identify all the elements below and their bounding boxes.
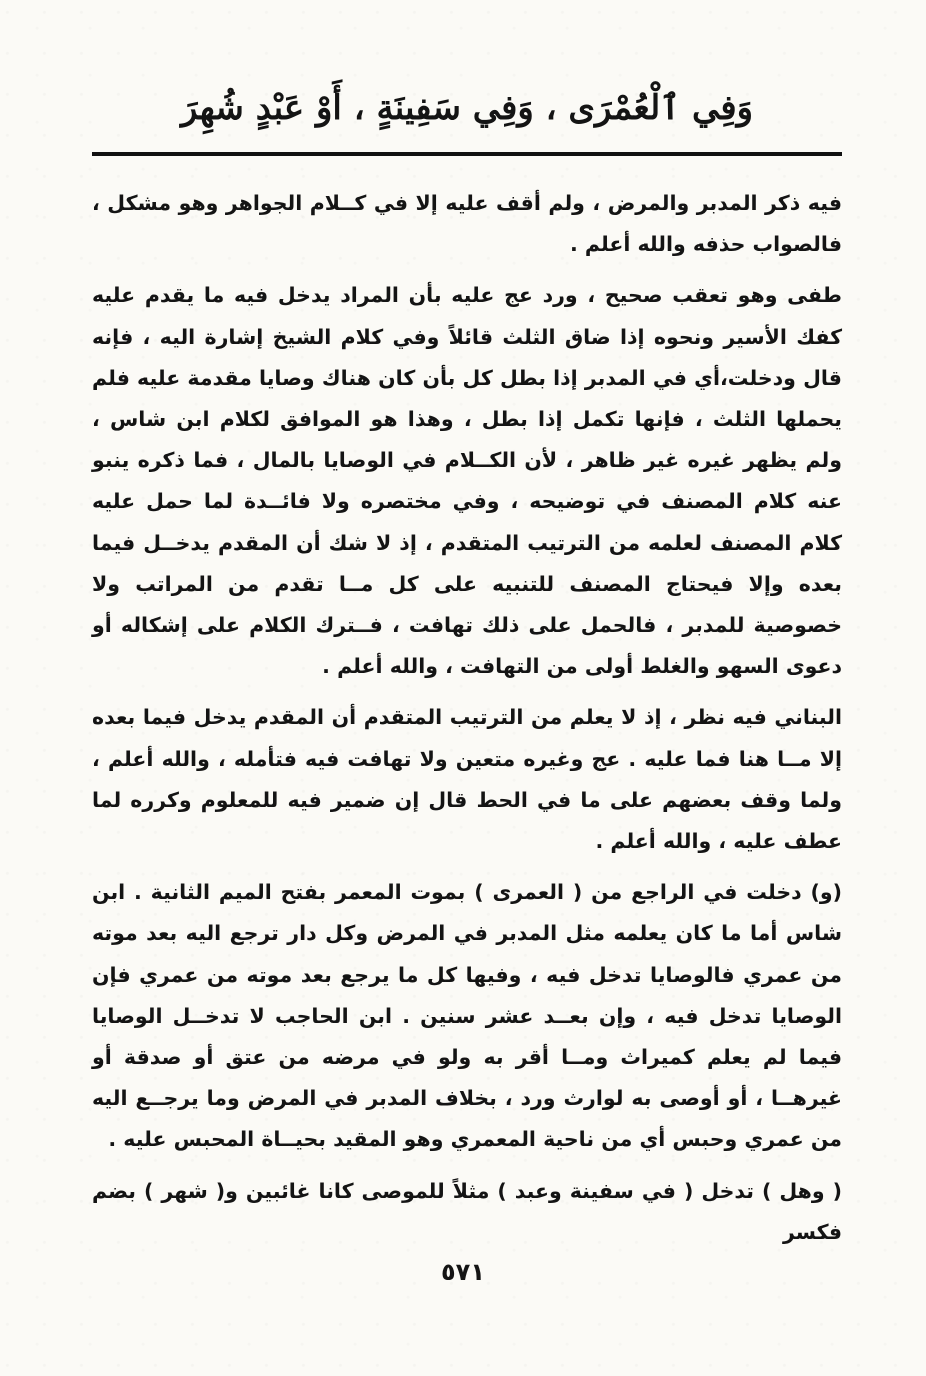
page-body xyxy=(92,183,842,1253)
paragraph-2: طفى وهو تعقب صحيح ، ورد عج عليه بأن المراد يدخل فيه ما يقدم عليه كفك الأسير ونحوه إذا ضاق الثلث قائلاً وفي كلام الشيخ إشارة اليه ، فإنه قال ودخلت،أي في المدبر إذا بطل كل بأن كان هناك وصايا مقدمة عليه فلم يحملها الثلث ، فإنها تكمل إذا بطل ، وهذا هو الموافق لكلام ابن شاس ، ولم يظهر غيره غير ظاهر ، لأن الكــلام في الوصايا بالمال ، فما ذكره ينبو عنه كلام المصنف في توضيحه ، وفي مختصره ولا فائــدة لما حمل عليه كلام المصنف لعلمه من الترتيب المتقدم ، إذ لا شك أن المقدم يدخــل فيما بعده وإلا فيحتاج المصنف للتنبيه على كل مــا تقدم من المراتب ولا خصوصية للمدبر ، فالحمل على ذلك تهافت ، فــترك الكلام على إشكاله أو دعوى السهو والغلط أولى من التهافت ، والله أعلم . xyxy=(92,283,842,679)
page-number: ٥٧١ xyxy=(441,1258,485,1286)
header-rule xyxy=(92,152,842,156)
paragraph-1: فيه ذكر المدبر والمرض ، ولم أقف عليه إلا في كــلام الجواهر وهو مشكل ، فالصواب حذفه والله أعلم . xyxy=(92,191,842,257)
paragraph-5: ( وهل ) تدخل ( في سفينة وعبد ) مثلاً للموصى كانا غائبين و( شهر ) بضم فكسر xyxy=(92,1178,842,1244)
paragraph-3: البناني فيه نظر ، إذ لا يعلم من الترتيب المتقدم أن المقدم يدخل فيما بعده إلا مــا هنا فما عليه . عج وغيره متعين ولا تهافت فيه فتأمله ، والله أعلم ، ولما وقف بعضهم على ما في الحط قال إن ضمير فيه للمعلوم وكرره لما عطف عليه ، والله أعلم . xyxy=(92,705,842,854)
running-title: وَفِي ٱلْعُمْرَى ، وَفِي سَفِينَةٍ ، أَوْ عَبْدٍ شُهِرَ xyxy=(181,88,753,128)
paragraph-4: (و) دخلت في الراجع من ( العمرى ) بموت المعمر بفتح الميم الثانية . ابن شاس أما ما كان يعلمه مثل المدبر في المرض وكل دار ترجع اليه بعد موته من عمري فالوصايا تدخل فيه ، وفيها كل ما يرجع بعد موته من عمري فإن الوصايا تدخل فيه ، وإن بعــد عشر سنين . ابن الحاجب لا تدخــل الوصايا فيما لم يعلم كميراث ومــا أقر به ولو في مرضه من عتق أو صدقة أو غيرهــا ، أو أوصى به لوارث ورد ، بخلاف المدبر في المرض وما يرجــع اليه من عمري وحبس أي من ناحية المعمري وهو المقيد بحيــاة المحبس عليه . xyxy=(92,880,842,1152)
page-header xyxy=(92,70,842,160)
